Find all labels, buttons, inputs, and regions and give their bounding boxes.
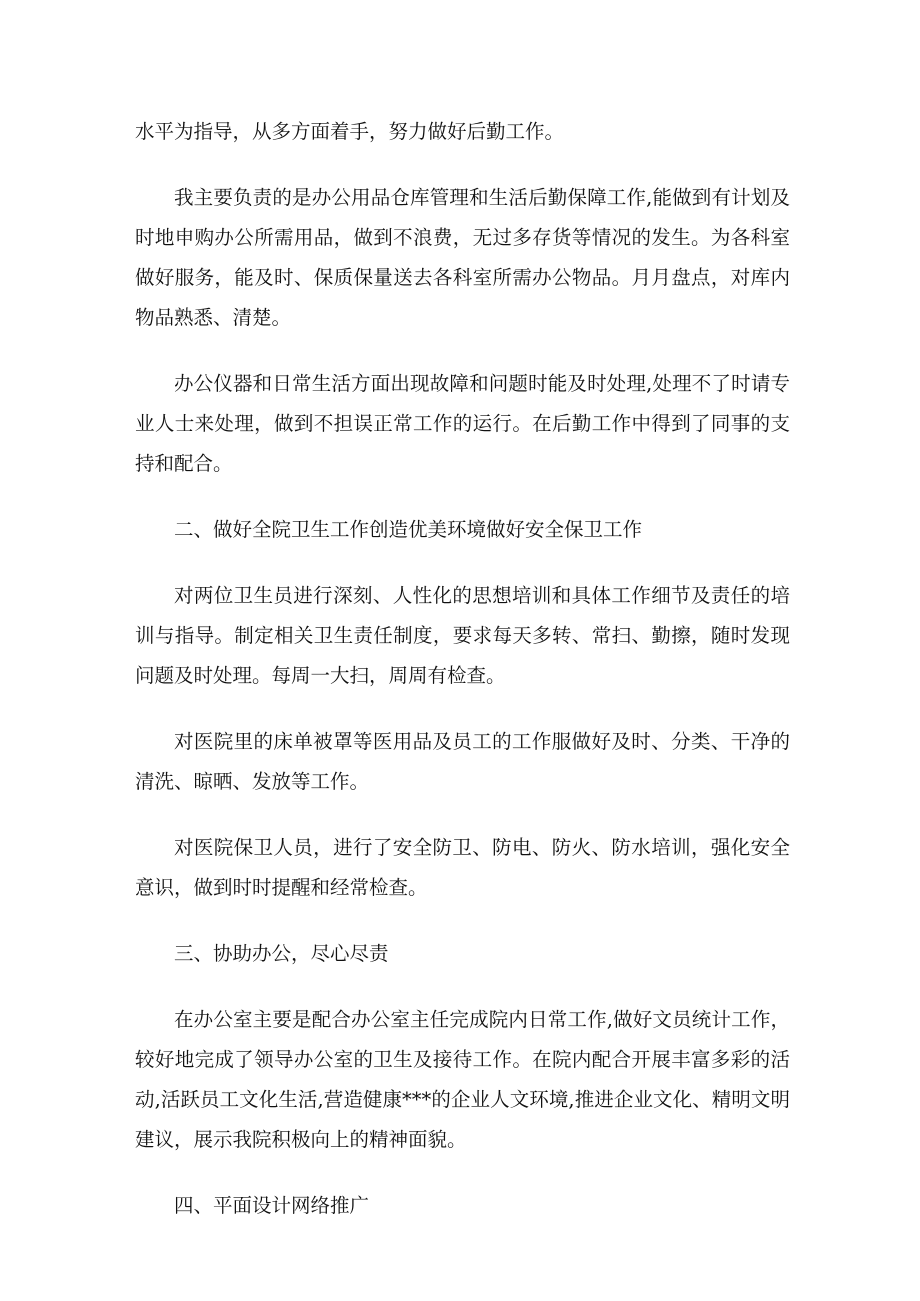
paragraph-office-supplies: 我主要负责的是办公用品仓库管理和生活后勤保障工作,能做到有计划及时地申购办公所需用品，做到不浪费，无过多存货等情况的发生。为各科室做好服务，能及时、保质保量送去各科室所需办公物品。月月盘点，对库内物品熟悉、清楚。 — [135, 186, 790, 329]
section-heading-2: 二、做好全院卫生工作创造优美环境做好安全保卫工作 — [174, 518, 643, 541]
document-body — [135, 112, 790, 1226]
paragraph-linen: 对医院里的床单被罩等医用品及员工的工作服做好及时、分类、干净的清洗、晾晒、发放等工作。 — [135, 730, 790, 793]
paragraph-equipment-repair: 办公仪器和日常生活方面出现故障和问题时能及时处理,处理不了时请专业人士来处理，做到不担误正常工作的运行。在后勤工作中得到了同事的支持和配合。 — [135, 372, 790, 475]
section-heading-3: 三、协助办公，尽心尽责 — [174, 942, 389, 965]
paragraph-cleaning-staff: 对两位卫生员进行深刻、人性化的思想培训和具体工作细节及责任的培训与指导。制定相关卫生责任制度，要求每天多转、常扫、勤擦，随时发现问题及时处理。每周一大扫，周周有检查。 — [135, 584, 790, 687]
paragraph-office-work: 在办公室主要是配合办公室主任完成院内日常工作,做好文员统计工作，较好地完成了领导办公室的卫生及接待工作。在院内配合开展丰富多彩的活动,活跃员工文化生活,营造健康***的企业人文环境,推进企业文化、精明文明建议，展示我院积极向上的精神面貌。 — [135, 1008, 790, 1151]
section-heading-4: 四、平面设计网络推广 — [174, 1194, 370, 1217]
paragraph-security: 对医院保卫人员，进行了安全防卫、防电、防火、防水培训，强化安全意识，做到时时提醒和经常检查。 — [135, 836, 790, 899]
paragraph-continuation: 水平为指导，从多方面着手，努力做好后勤工作。 — [135, 120, 565, 143]
